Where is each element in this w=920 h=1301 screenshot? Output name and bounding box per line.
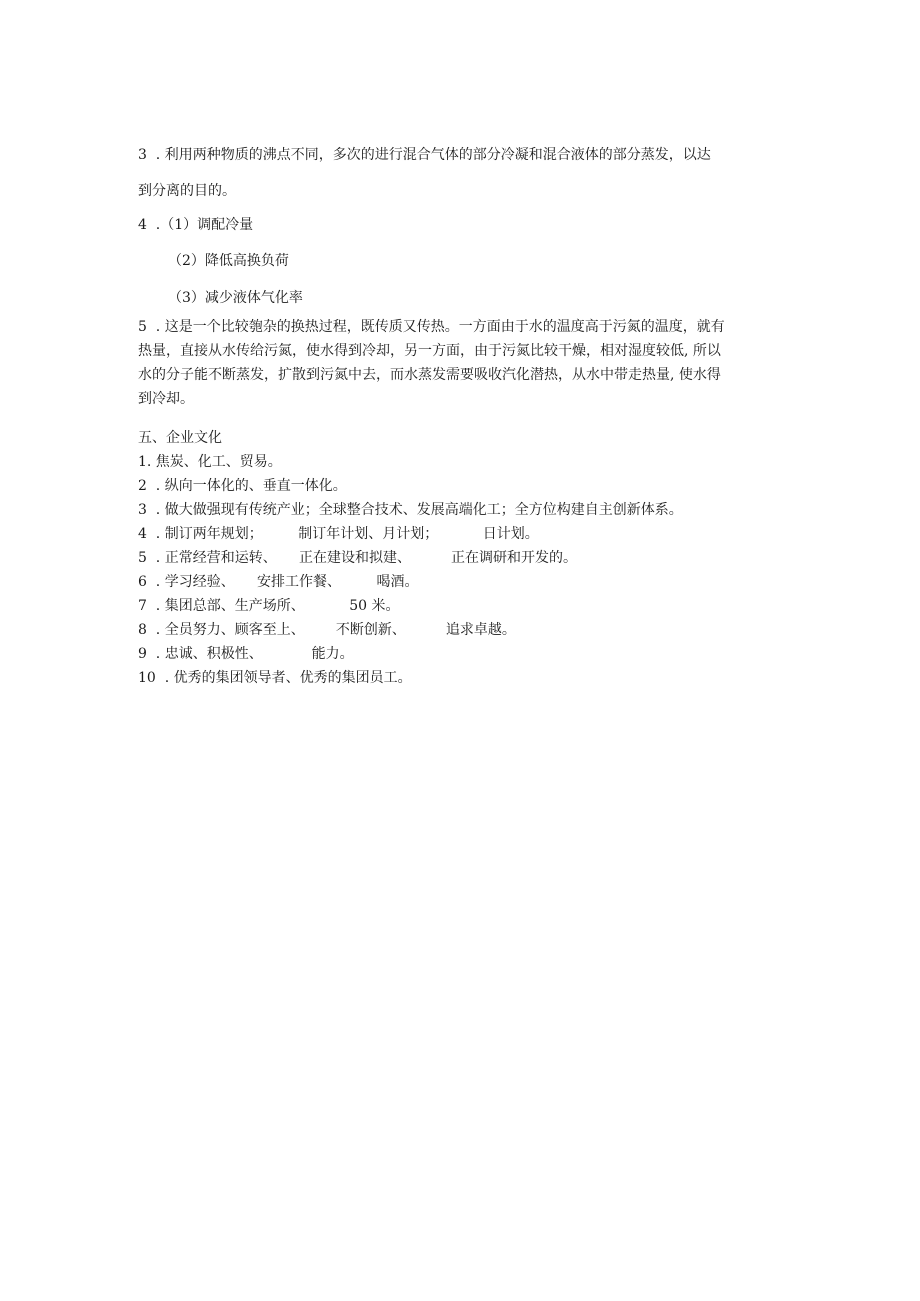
answer-4-line-2: （2）降低高换负荷 xyxy=(168,253,289,269)
list-item: 1. 焦炭、化工、贸易。 xyxy=(138,454,282,470)
section-heading: 五、企业文化 xyxy=(138,430,222,446)
list-item: 10 . 优秀的集团领导者、优秀的集团员工。 xyxy=(138,670,412,686)
list-item: 3 . 做大做强现有传统产业；全球整合技术、发展高端化工；全方位构建自主创新体系。 xyxy=(138,502,683,518)
list-item: 6 . 学习经验、 安排工作餐、 喝酒。 xyxy=(138,574,419,590)
list-item: 7 . 集团总部、生产场所、 50 米。 xyxy=(138,598,400,614)
answer-5-line-1: 5 . 这是一个比较匏杂的换热过程，既传质又传热。一方面由于水的温度高于污氮的温度，就有 xyxy=(138,319,725,335)
answer-5-line-2: 热量，直接从水传给污氮，使水得到冷却，另一方面，由于污氮比较干燥，相对湿度较低, 所以 xyxy=(138,343,721,359)
answer-4-line-1: 4 .（1）调配冷量 xyxy=(138,217,254,233)
list-item: 5 . 正常经营和运转、 正在建设和拟建、 正在调研和开发的。 xyxy=(138,550,578,566)
answer-3-line-1: 3 . 利用两种物质的沸点不同，多次的进行混合气体的部分冷凝和混合液体的部分蒸发，以达 xyxy=(138,147,711,163)
list-item: 4 . 制订两年规划； 制订年计划、月计划； 日计划。 xyxy=(138,526,539,542)
answer-3-line-2: 到分离的目的。 xyxy=(138,183,236,199)
answer-5-line-3: 水的分子能不断蒸发，扩散到污氮中去，而水蒸发需要吸收汽化潜热，从水中带走热量, 使水得 xyxy=(138,367,721,383)
answer-4-line-3: （3）减少液体气化率 xyxy=(168,290,303,306)
list-item: 2 . 纵向一体化的、垂直一体化。 xyxy=(138,478,347,494)
list-item: 8 . 全员努力、顾客至上、 不断创新、 追求卓越。 xyxy=(138,622,516,638)
answer-5-line-4: 到冷却。 xyxy=(138,391,194,407)
list-item: 9 . 忠诚、积极性、 能力。 xyxy=(138,646,354,662)
